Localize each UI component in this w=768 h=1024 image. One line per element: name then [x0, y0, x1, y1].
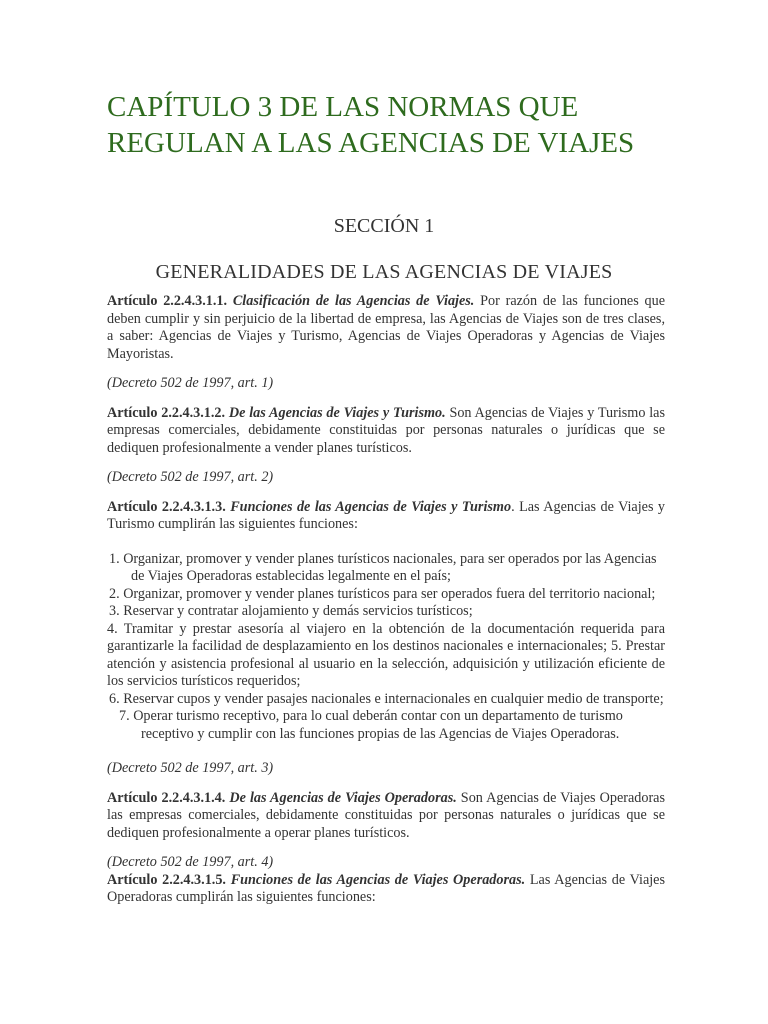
- article-number: Artículo 2.2.4.3.1.3.: [107, 498, 226, 515]
- article-text: Son Agencias de Viajes Operadoras las empresas comerciales, debidamente constituidas por personas naturales o jurídicas que se dediquen profesionalmente a operar planes turísticos.: [107, 789, 665, 841]
- article-text: Por razón de las funciones que deben cumplir y sin perjuicio de la libertad de empresa, las Agencias de Viajes son de tres clases, a saber: Agencias de Viajes y Turismo, Agencias de Viajes Operadoras y Agencias de Viajes Mayoristas.: [107, 293, 665, 362]
- list-item: 3. Reservar y contratar alojamiento y demás servicios turísticos;: [109, 603, 473, 619]
- decree-reference: (Decreto 502 de 1997, art. 2): [107, 469, 274, 485]
- functions-list: [107, 551, 665, 744]
- decree-reference: (Decreto 502 de 1997, art. 4): [107, 854, 274, 870]
- list-item: 6. Reservar cupos y vender pasajes nacionales e internacionales en cualquier medio de transporte;: [109, 690, 664, 707]
- article-number: Artículo 2.2.4.3.1.1.: [107, 293, 228, 309]
- article-title: Funciones de las Agencias de Viajes Operadoras.: [230, 871, 526, 888]
- article-paragraph: [107, 872, 665, 907]
- article-title: Clasificación de las Agencias de Viajes.: [232, 293, 475, 309]
- list-item: 4. Tramitar y prestar asesoría al viajero en la obtención de la documentación requerida para garantizarle la facilidad de desplazamiento en los destinos nacionales e internacionales; 5. Prestar atención y asistencia profesional al usuario en la selección, adquisición y utilización eficiente de los servicios turísticos requeridos;: [107, 620, 665, 689]
- article-paragraph: [107, 790, 665, 843]
- article-title: Funciones de las Agencias de Viajes y Turismo: [230, 498, 512, 515]
- article-paragraph: [107, 293, 665, 363]
- document-body: [107, 293, 665, 907]
- chapter-title: CAPÍTULO 3 DE LAS NORMAS QUE REGULAN A LAS AGENCIAS DE VIAJES: [107, 91, 635, 159]
- article-text: . Las Agencias de Viajes y Turismo cumplirán las siguientes funciones:: [107, 498, 666, 532]
- list-item: 2. Organizar, promover y vender planes turísticos para ser operados fuera del territorio nacional;: [109, 585, 656, 602]
- list-item: 1. Organizar, promover y vender planes turísticos nacionales, para ser operados por las Agencias de Viajes Operadoras establecidas legalmente en el país;: [109, 550, 657, 584]
- article-title: De las Agencias de Viajes y Turismo.: [228, 404, 446, 421]
- list-item: 7. Operar turismo receptivo, para lo cual deberán contar con un departamento de turismo receptivo y cumplir con las funciones propias de las Agencias de Viajes Operadoras.: [119, 708, 623, 742]
- article-text: Son Agencias de Viajes y Turismo las empresas comerciales, debidamente constituidas por personas naturales o jurídicas que se dediquen profesionalmente a vender planes turísticos.: [107, 404, 665, 456]
- section-subtitle: GENERALIDADES DE LAS AGENCIAS DE VIAJES: [155, 261, 613, 283]
- article-paragraph: [107, 405, 665, 458]
- article-number: Artículo 2.2.4.3.1.4.: [107, 789, 226, 806]
- article-number: Artículo 2.2.4.3.1.5.: [107, 871, 226, 888]
- decree-reference: (Decreto 502 de 1997, art. 3): [107, 760, 274, 776]
- article-paragraph: [107, 499, 665, 534]
- article-title: De las Agencias de Viajes Operadoras.: [229, 789, 457, 806]
- article-number: Artículo 2.2.4.3.1.2.: [107, 404, 226, 421]
- section-heading: SECCIÓN 1: [333, 215, 435, 237]
- decree-reference: (Decreto 502 de 1997, art. 1): [107, 375, 274, 391]
- article-text: Las Agencias de Viajes Operadoras cumplirán las siguientes funciones:: [107, 871, 666, 905]
